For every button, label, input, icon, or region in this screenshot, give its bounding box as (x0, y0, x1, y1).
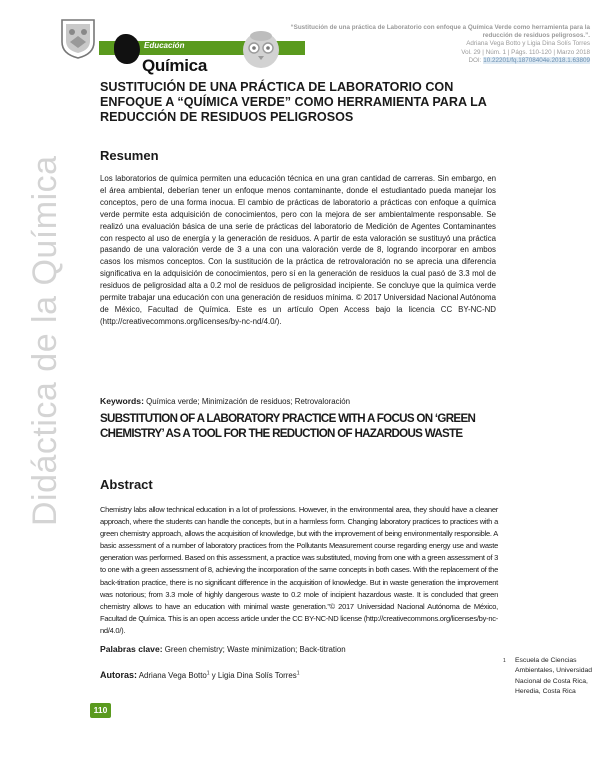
keywords-spanish-values: Química verde; Minimización de residuos; Retrovaloración (146, 397, 351, 406)
journal-logo (114, 30, 224, 74)
affiliation-text: Escuela de Ciencias Ambientales, Universidad Nacional de Costa Rica, Heredia, Costa Rica (515, 657, 593, 695)
citation-authors: Adriana Vega Botto y Ligia Dina Solís Torres (466, 40, 590, 48)
resumen-heading: Resumen (100, 148, 159, 163)
journal-logo-mark (114, 34, 140, 64)
page-number: 110 (90, 703, 111, 718)
citation-volume: Vol. 29 | Núm. 1 | Págs. 110-120 | Marzo 2018 (461, 48, 590, 56)
doi-link[interactable]: 10.22201/fq.18708404e.2018.1.63809 (483, 56, 590, 64)
affiliation-note (503, 656, 595, 697)
faculty-owl-logo (240, 24, 282, 70)
unam-seal-logo (58, 16, 98, 60)
section-side-title: Didáctica de la Química (26, 155, 64, 526)
authors-join: y (209, 671, 218, 680)
abstract-heading: Abstract (100, 477, 153, 492)
journal-logo-name: Química (142, 56, 207, 75)
author-2-affiliation-mark: 1 (296, 670, 300, 677)
article-title-english: SUBSTITUTION OF A LABORATORY PRACTICE WITH A FOCUS ON ‘GREEN CHEMISTRY’ AS A TOOL FOR THE REDUCTION OF HAZARDOUS WASTE (100, 412, 476, 440)
keywords-english-label: Palabras clave: (100, 644, 163, 654)
keywords-spanish (100, 396, 350, 406)
citation-title: “Sustitución de una práctica de Laboratorio con enfoque a Química Verde como herramienta para la reducción de residuos peligrosos.”. (290, 24, 590, 40)
authors-label: Autoras: (100, 670, 138, 680)
keywords-english (100, 644, 346, 654)
article-title-spanish: SUSTITUCIÓN DE UNA PRÁCTICA DE LABORATORIO CON ENFOQUE A “QUÍMICA VERDE” COMO HERRAMIENTA PARA LA REDUCCIÓN DE RESIDUOS PELIGROSOS (100, 80, 487, 124)
resumen-text: Los laboratorios de química permiten una educación técnica en una gran cantidad de carreras. Sin embargo, en el área ambiental, deberían tener un enfoque menos contaminante, donde el estudiantado pueda manejar los conceptos, pero de una forma inocua. El cambio de prácticas de laboratorio a prácticas con enfoque a química verde permite esta adquisición de conocimientos, pero con la mejora de ser ambientalmente responsable. Se realizó una evaluación básica de una serie de prácticas del laboratorio de Medición de Agentes Contaminantes con respecto al uso de energía y la generación de residuos. A partir de esta valoración se sustituyó una práctica pasando de una valoración verde de 3 a una con una valoración verde de 8, logrando incorporar en ambos casos los mismos conceptos. Con la sustitución de la práctica de retrovaloración no se aprecia una diferencia significativa en la adquisición de conocimientos, pero sí en la generación de residuos la cual pasó de 3.3 mol de residuos de peligrosidad alta a 0.2 mol de residuos de peligrosidad incipiente. Se concluye que la química verde permite trabajar una educación con una generación de residuos mínima. © 2017 Universidad Nacional Autónoma de México, Facultad de Química. Este es un artículo Open Access bajo la licencia CC BY-NC-ND (http://creativecommons.org/licenses/by-nc-nd/4.0/). (100, 174, 496, 326)
author-2: Ligia Dina Solís Torres (217, 671, 297, 680)
page-header (0, 0, 606, 80)
affiliation-number: 1 (503, 658, 506, 664)
abstract-text: Chemistry labs allow technical education in a lot of professions. However, in the environmental area, they should have a cleaner approach, where the students can handle the concepts, but in a harmless form. Changing laboratory practices to practices with a green chemistry approach, allows the acquisition of knowledge, but with the improvement of being environmentally responsible. A basic assessment of a number of laboratory practices from the Pollutants Measurement course regarding energy use and waste generation was performed. Based on this assessment, a practice was substituted, moving from one with a green assessment of 3 to one with a green assessment of 8, achieving the incorporation of the same concepts in both cases. With the replacement of the back-titration practice, there is no significant difference in the acquisition of knowledge. But in waste generation the improvement was notorious; from 3.3 mole of highly dangerous waste to 0.2 mole of incipient hazardous waste. It is concluded that green chemistry allows to have an education with minimal waste generation.”© 2017 Universidad Nacional Autónoma de México, Facultad de Química. This is an open access article under the CC BY-NC-ND license (http://creativecommons.org/licenses/by-nc-nd/4.0/). (100, 505, 498, 635)
authors-line (100, 670, 300, 680)
header-citation (290, 24, 590, 65)
doi-label: DOI: (468, 56, 482, 64)
citation-doi (290, 57, 590, 65)
author-1: Adriana Vega Botto (138, 671, 207, 680)
keywords-english-values: Green chemistry; Waste minimization; Back-titration (164, 645, 346, 654)
keywords-spanish-label: Keywords: (100, 396, 144, 406)
author-1-affiliation-mark: 1 (206, 670, 210, 677)
journal-logo-small-text: Educación (144, 41, 185, 50)
